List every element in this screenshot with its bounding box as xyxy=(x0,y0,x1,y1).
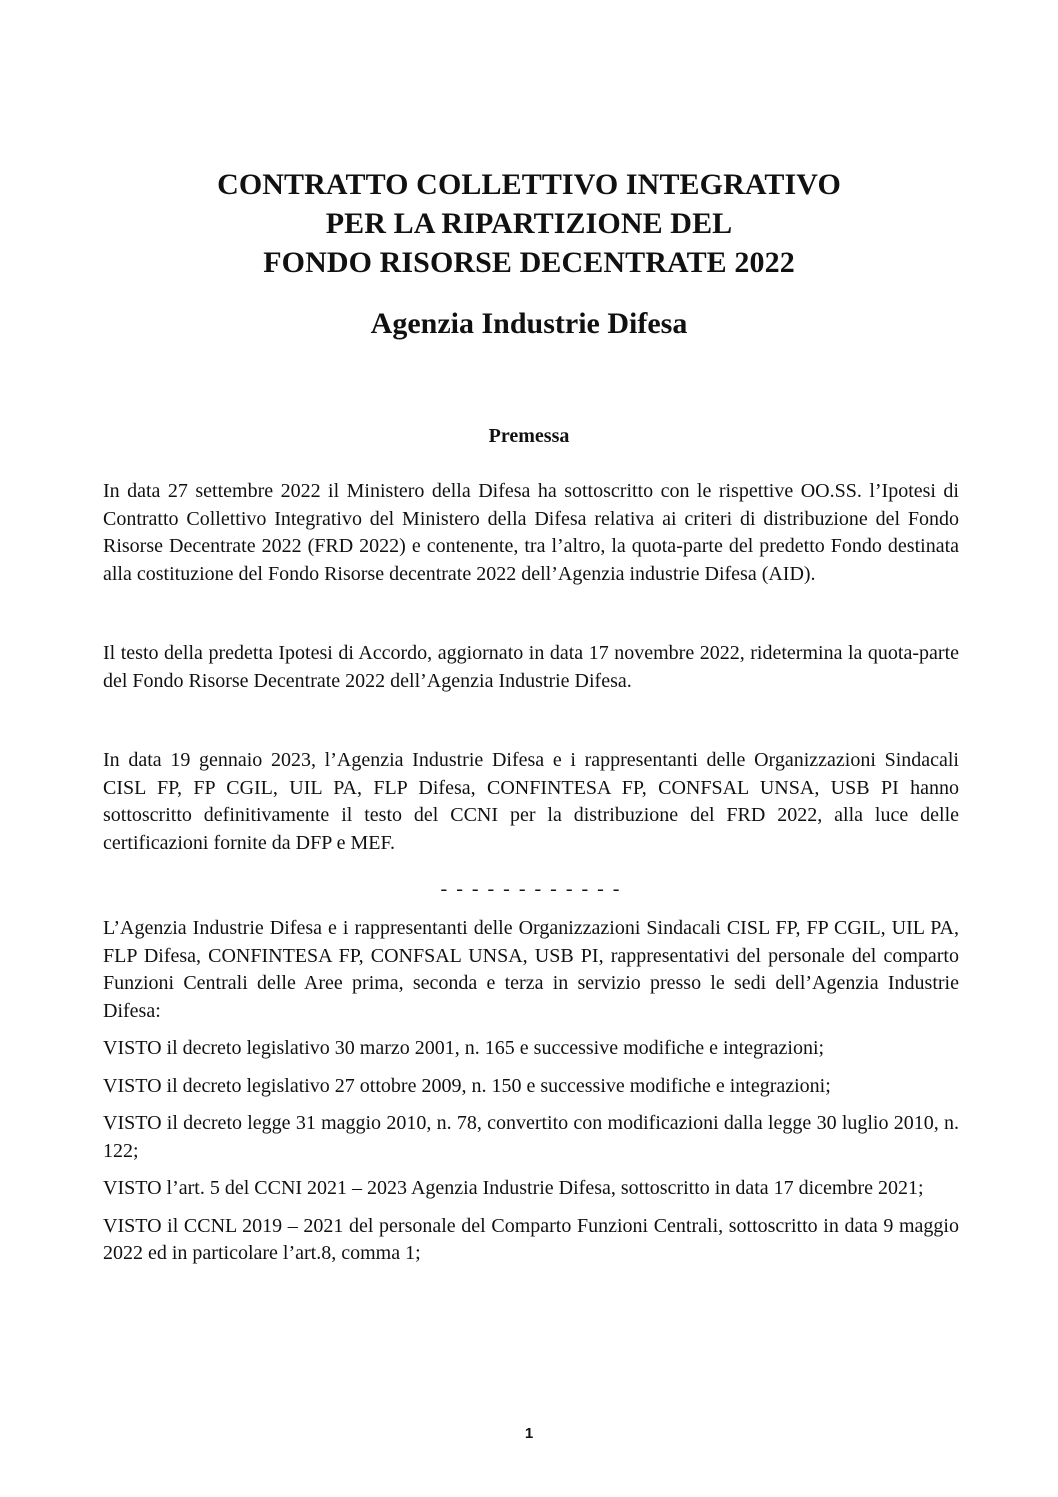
document-subtitle: Agenzia Industrie Difesa xyxy=(370,307,688,340)
paragraph-premessa-2: Il testo della predetta Ipotesi di Accordo, aggiornato in data 17 novembre 2022, ridetermina la quota-parte del Fondo Risorse Decentrate 2022 dell’Agenzia Industrie Difesa. xyxy=(103,642,959,692)
paragraph-premessa-3: In data 19 gennaio 2023, l’Agenzia Industrie Difesa e i rappresentanti delle Organizzazioni Sindacali CISL FP, FP CGIL, UIL PA, FLP Difesa, CONFINTESA FP, CONFSAL UNSA, USB PI hanno sottoscritto definitivamente il testo del CCNI per la distribuzione del FRD 2022, alla luce delle certificazioni fornite da DFP e MEF. xyxy=(103,749,959,854)
clause-visto-4: VISTO l’art. 5 del CCNI 2021 – 2023 Agenzia Industrie Difesa, sottoscritto in data 17 dicembre 2021; xyxy=(103,1177,924,1199)
clause-visto-2: VISTO il decreto legislativo 27 ottobre 2009, n. 150 e successive modifiche e integrazioni; xyxy=(103,1074,831,1097)
document-title-line-2: PER LA RIPARTIZIONE DEL xyxy=(325,207,733,240)
clause-visto-1: VISTO il decreto legislativo 30 marzo 2001, n. 165 e successive modifiche e integrazioni; xyxy=(103,1037,825,1059)
document-title-line-3: FONDO RISORSE DECENTRATE 2022 xyxy=(263,246,795,279)
clause-visto-3: VISTO il decreto legge 31 maggio 2010, n. 78, convertito con modificazioni dalla legge 30 luglio 2010, n. 122; xyxy=(103,1112,959,1162)
dashed-separator: - - - - - - - - - - - - xyxy=(440,878,622,900)
clause-parties: L’Agenzia Industrie Difesa e i rappresentanti delle Organizzazioni Sindacali CISL FP, FP CGIL, UIL PA, FLP Difesa, CONFINTESA FP, CONFSAL UNSA, USB PI, rappresentativi del personale del comparto Funzioni Centrali delle Aree prima, seconda e terza in servizio presso le sedi dell’Agenzia Industrie Difesa: xyxy=(103,917,959,1022)
document-title-line-1: CONTRATTO COLLETTIVO INTEGRATIVO xyxy=(217,168,841,201)
page-number: 1 xyxy=(524,1425,534,1442)
clause-visto-5: VISTO il CCNL 2019 – 2021 del personale del Comparto Funzioni Centrali, sottoscritto in data 9 maggio 2022 ed in particolare l’art.8, comma 1; xyxy=(103,1214,959,1264)
document-body xyxy=(103,478,959,1268)
document-title-block xyxy=(0,165,1058,342)
paragraph-premessa-1: In data 27 settembre 2022 il Ministero della Difesa ha sottoscritto con le rispettive OO.SS. l’Ipotesi di Contratto Collettivo Integrativo del Ministero della Difesa relativa ai criteri di distribuzione del Fondo Risorse Decentrate 2022 (FRD 2022) e contenente, tra l’altro, la quota-parte del predetto Fondo destinata alla costituzione del Fondo Risorse decentrate 2022 dell’Agenzia industrie Difesa (AID). xyxy=(103,480,959,585)
section-heading-premessa: Premessa xyxy=(488,425,570,447)
